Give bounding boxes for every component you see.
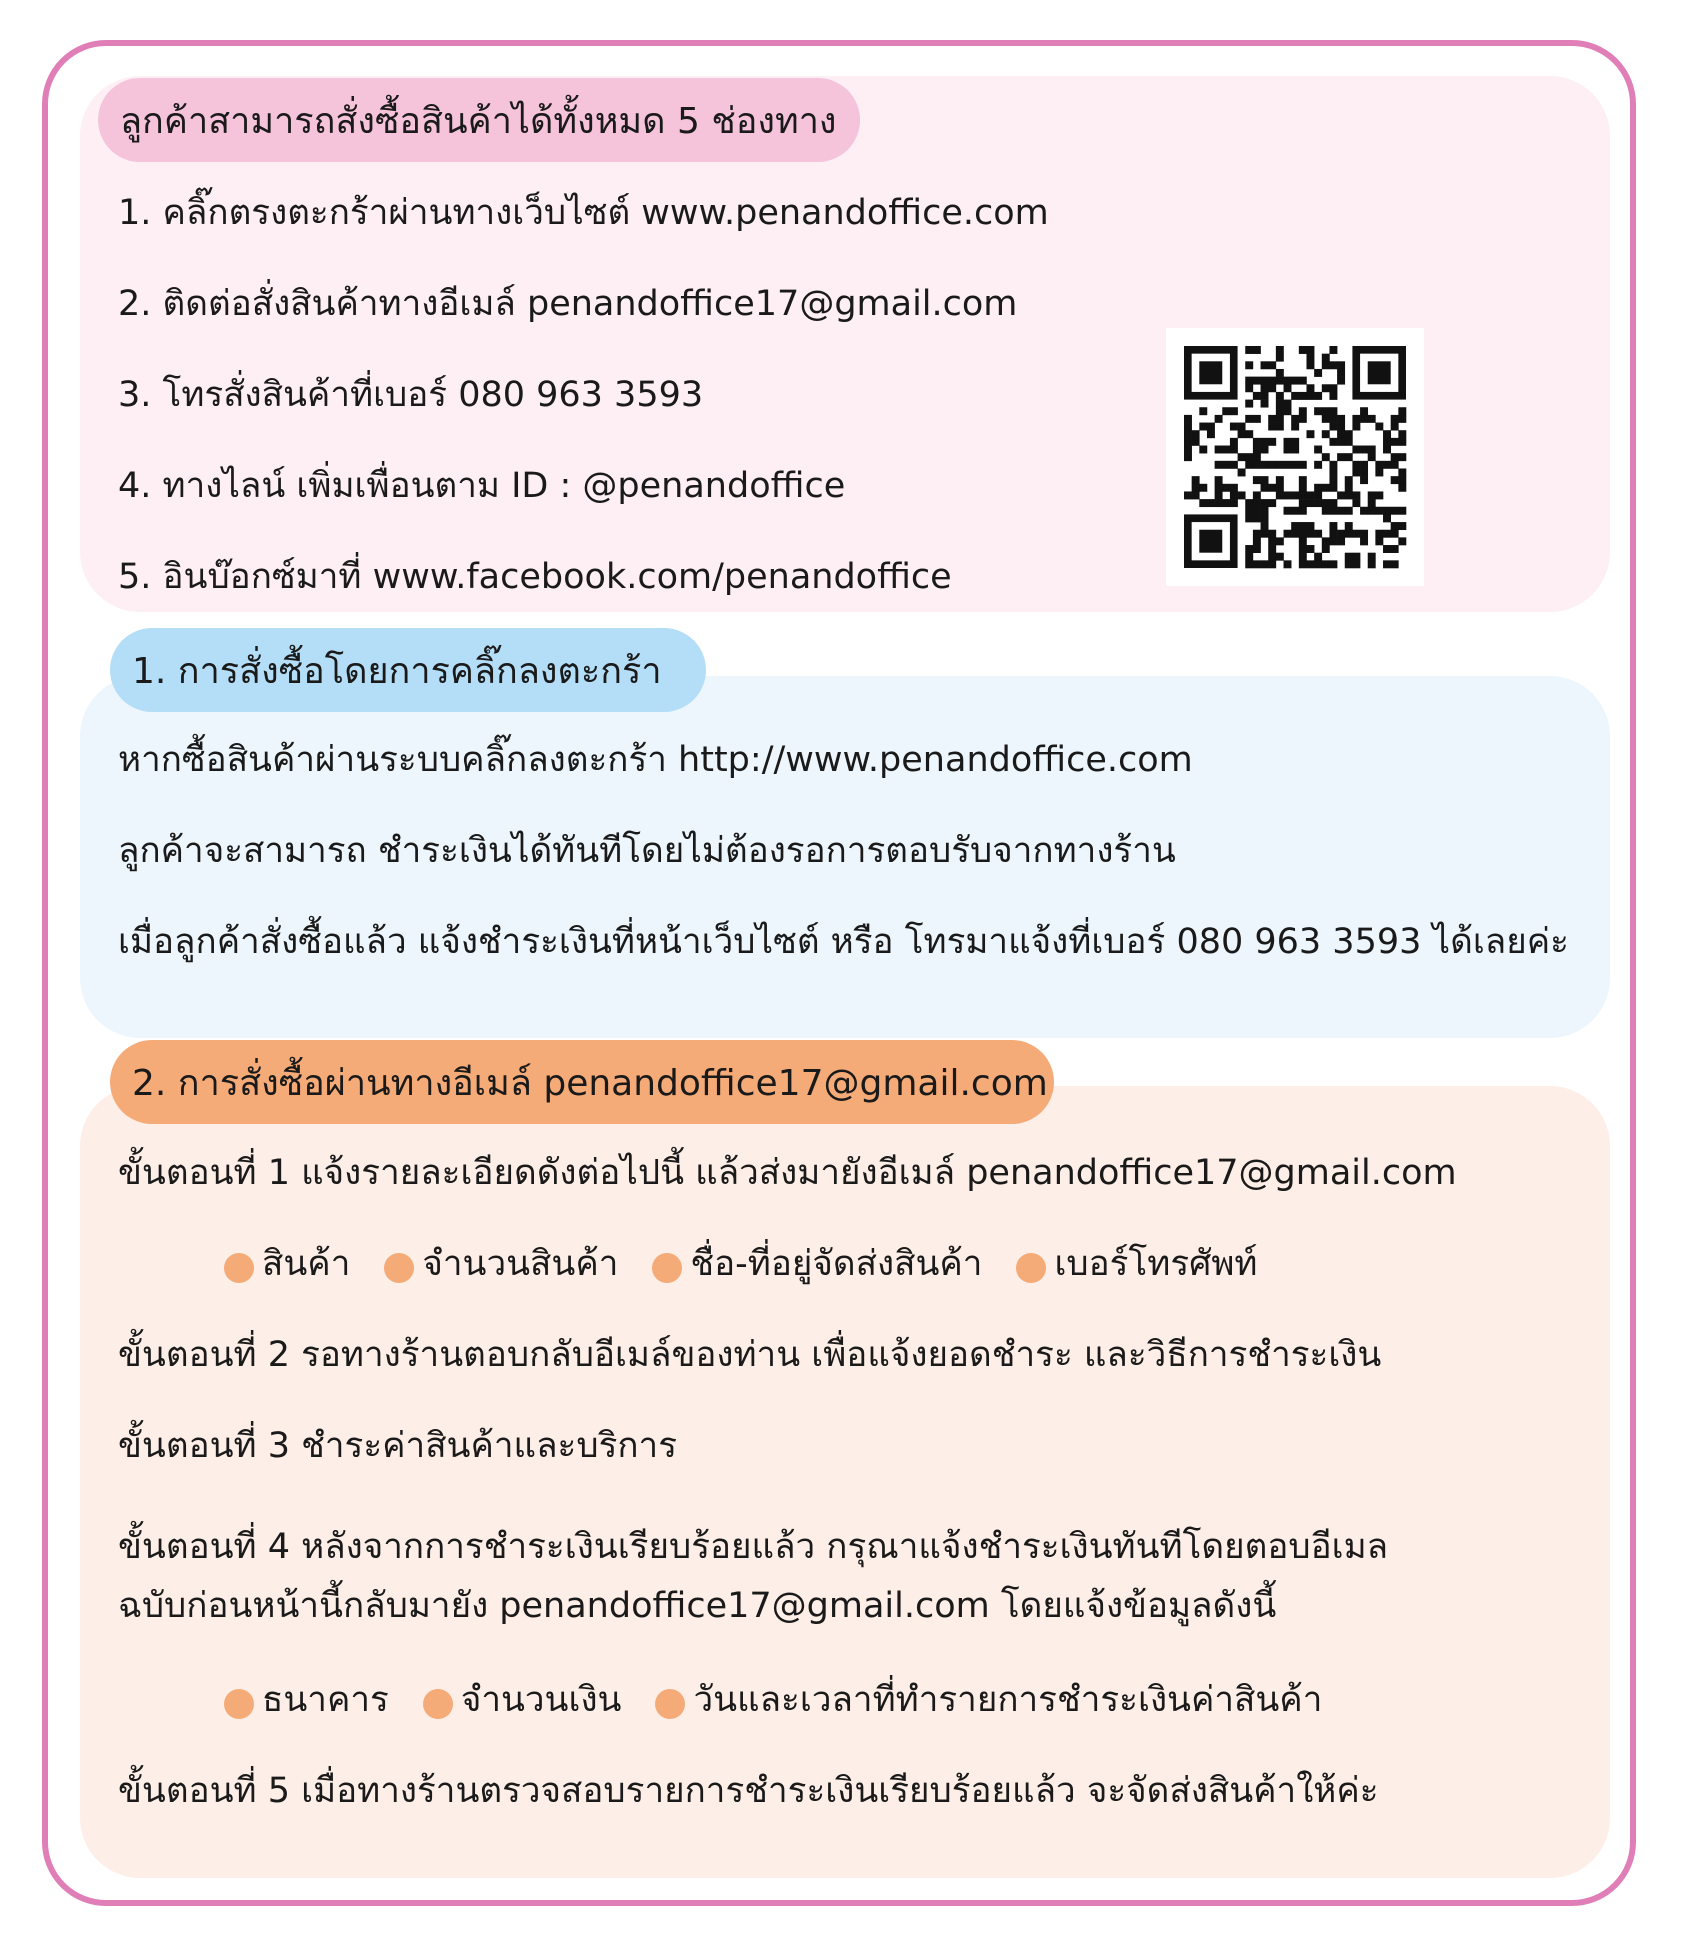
cart-line-3: เมื่อลูกค้าสั่งซื้อแล้ว แจ้งชำระเงินที่หน้าเว็บไซต์ หรือ โทรมาแจ้งที่เบอร์ 080 963 3593 ได้เลยค่ะ <box>118 922 1569 962</box>
step-3: ขั้นตอนที่ 3 ชำระค่าสินค้าและบริการ <box>118 1426 678 1466</box>
channel-facebook: 5. อินบ๊อกซ์มาที่ www.facebook.com/penandoffice <box>118 557 952 597</box>
bullet-text: เบอร์โทรศัพท์ <box>1054 1244 1258 1284</box>
bullet-dot-icon <box>423 1689 453 1719</box>
email-title: 2. การสั่งซื้อผ่านทางอีเมล์ penandoffice17@gmail.com <box>110 1040 1054 1124</box>
bullet-dot-icon <box>224 1253 254 1283</box>
step-1: ขั้นตอนที่ 1 แจ้งรายละเอียดดังต่อไปนี้ แล้วส่งมายังอีเมล์ penandoffice17@gmail.com <box>118 1153 1457 1193</box>
email-panel <box>80 1086 1610 1878</box>
bullet-text: ชื่อ-ที่อยู่จัดส่งสินค้า <box>690 1244 983 1284</box>
bullet-text: จำนวนสินค้า <box>422 1244 619 1284</box>
step-1-bullets <box>224 1242 1291 1286</box>
bullet-item <box>224 1678 389 1722</box>
cart-line-1: หากซื้อสินค้าผ่านระบบคลิ๊กลงตะกร้า http://www.penandoffice.com <box>118 740 1193 780</box>
bullet-item <box>384 1242 618 1286</box>
bullet-item <box>1016 1242 1257 1286</box>
channel-email: 2. ติดต่อสั่งสินค้าทางอีเมล์ penandoffice17@gmail.com <box>118 284 1018 324</box>
channel-phone: 3. โทรสั่งสินค้าที่เบอร์ 080 963 3593 <box>118 375 704 415</box>
bullet-item <box>423 1678 622 1722</box>
bullet-item <box>224 1242 350 1286</box>
intro-title: ลูกค้าสามารถสั่งซื้อสินค้าได้ทั้งหมด 5 ช่องทาง <box>98 78 860 162</box>
bullet-dot-icon <box>224 1689 254 1719</box>
bullet-text: สินค้า <box>262 1244 351 1284</box>
step-4-bullets <box>224 1678 1356 1722</box>
step-2: ขั้นตอนที่ 2 รอทางร้านตอบกลับอีเมล์ของท่าน เพื่อแจ้งยอดชำระ และวิธีการชำระเงิน <box>118 1335 1382 1375</box>
channel-line: 4. ทางไลน์ เพิ่มเพื่อนตาม ID : @penandoffice <box>118 466 846 506</box>
bullet-dot-icon <box>652 1253 682 1283</box>
bullet-item <box>655 1678 1322 1722</box>
bullet-text: จำนวนเงิน <box>460 1680 622 1720</box>
bullet-text: ธนาคาร <box>262 1680 389 1720</box>
step-5: ขั้นตอนที่ 5 เมื่อทางร้านตรวจสอบรายการชำระเงินเรียบร้อยแล้ว จะจัดส่งสินค้าให้ค่ะ <box>118 1771 1379 1811</box>
channel-website: 1. คลิ๊กตรงตะกร้าผ่านทางเว็บไซต์ www.penandoffice.com <box>118 193 1049 233</box>
cart-line-2: ลูกค้าจะสามารถ ชำระเงินได้ทันทีโดยไม่ต้องรอการตอบรับจากทางร้าน <box>118 831 1176 871</box>
bullet-dot-icon <box>655 1689 685 1719</box>
cart-title: 1. การสั่งซื้อโดยการคลิ๊กลงตะกร้า <box>110 628 706 712</box>
bullet-dot-icon <box>1016 1253 1046 1283</box>
bullet-text: วันและเวลาที่ทำรายการชำระเงินค่าสินค้า <box>693 1680 1323 1720</box>
bullet-dot-icon <box>384 1253 414 1283</box>
step-4-line-1: ขั้นตอนที่ 4 หลังจากการชำระเงินเรียบร้อยแล้ว กรุณาแจ้งชำระเงินทันทีโดยตอบอีเมล <box>118 1527 1389 1567</box>
qr-code-icon <box>1166 328 1424 586</box>
bullet-item <box>652 1242 982 1286</box>
step-4-line-2: ฉบับก่อนหน้านี้กลับมายัง penandoffice17@gmail.com โดยแจ้งข้อมูลดังนี้ <box>118 1586 1277 1626</box>
